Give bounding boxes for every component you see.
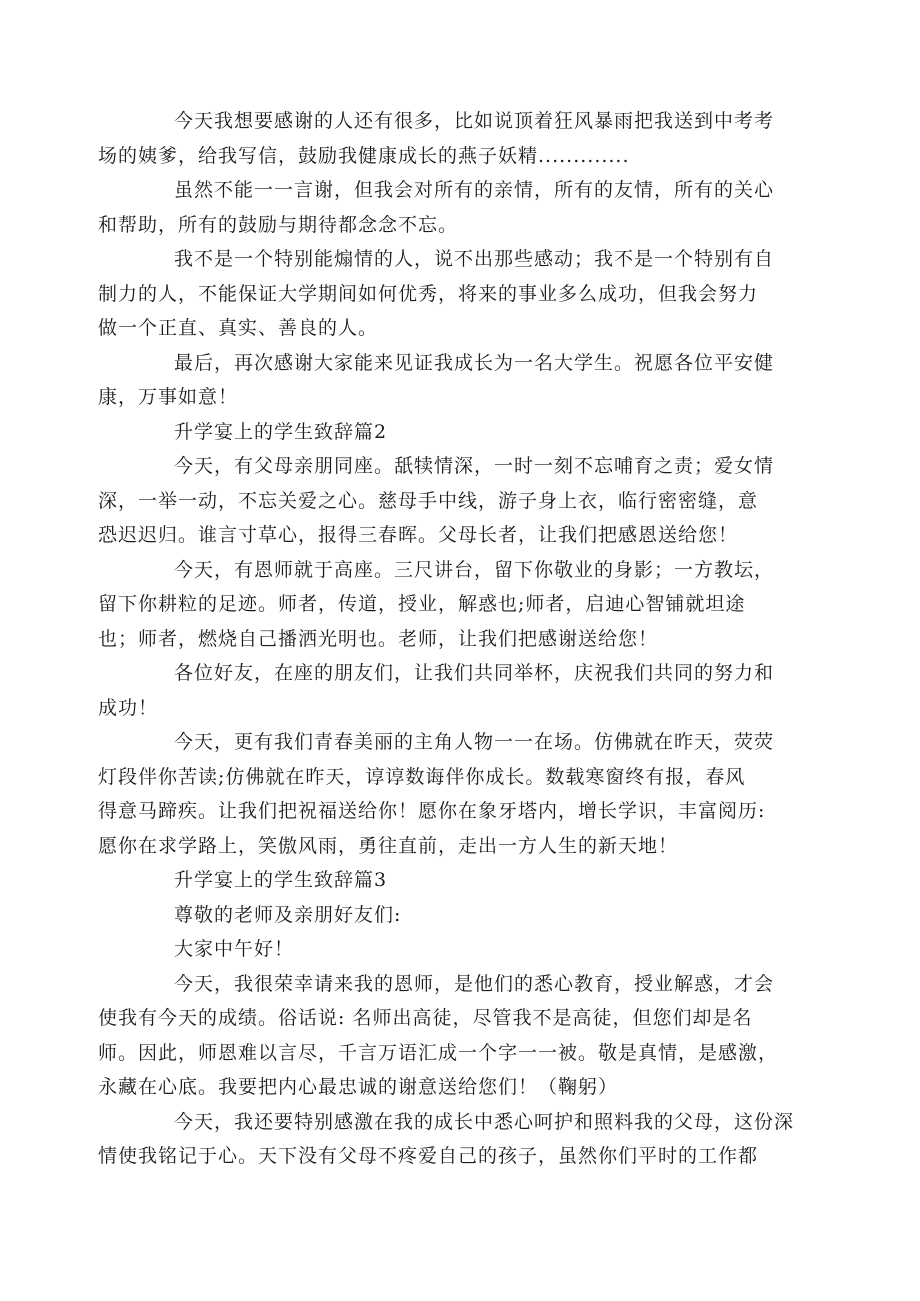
paragraph xyxy=(98,173,796,242)
paragraph-line: 最后，再次感谢大家能来见证我成长为一名大学生。祝愿各位平安健 xyxy=(174,351,775,374)
paragraph-line: 情使我铭记于心。天下没有父母不疼爱自己的孩子，虽然你们平时的工作都 xyxy=(98,1145,759,1167)
paragraph-line: 愿你在求学路上，笑傲风雨，勇往直前，走出一方人生的新天地！ xyxy=(98,834,679,857)
paragraph-line: 得意马蹄疾。让我们把祝福送给你！愿你在象牙塔内，增长学识，丰富阅历: xyxy=(98,800,766,822)
paragraph-line: 今天，更有我们青春美丽的主角人物一一在场。仿佛就在昨天，荧荧 xyxy=(174,731,775,753)
paragraph xyxy=(98,346,796,415)
paragraph-line: 师。因此，师恩难以言尽，千言万语汇成一个字一一被。敬是真情，是感激， xyxy=(98,1041,779,1064)
paragraph xyxy=(98,449,796,553)
paragraph-line: 成功！ xyxy=(98,696,159,719)
paragraph xyxy=(136,898,796,933)
paragraph-line: 场的姨爹，给我写信，鼓励我健康成长的燕子妖精............. xyxy=(98,144,630,167)
paragraph-line: 今天，有恩师就于高座。三尺讲台，留下你敬业的身影；一方教坛， xyxy=(174,558,775,581)
paragraph xyxy=(98,104,796,173)
document-body xyxy=(98,104,796,1174)
paragraph-line: 我不是一个特别能煽情的人，说不出那些感动；我不是一个特别有自 xyxy=(174,248,775,270)
paragraph-line: 做一个正直、真实、善良的人。 xyxy=(98,317,379,339)
paragraph-line: 尊敬的老师及亲朋好友们: xyxy=(174,903,402,926)
paragraph-line: 留下你耕粒的足迹。师者，传道，授业，解惑也;师者，启迪心智铺就坦途 xyxy=(98,593,746,615)
paragraph-line: 使我有今天的成绩。俗话说: 名师出高徒，尽管我不是高徒，但您们却是名 xyxy=(98,1007,753,1029)
paragraph-line: 各位好友，在座的朋友们，让我们共同举杯，庆祝我们共同的努力和 xyxy=(174,662,775,684)
paragraph xyxy=(98,967,796,1105)
paragraph-line: 灯段伴你苦读;仿佛就在昨天，谆谆数诲伴你成长。数载寒窗终有报，春风 xyxy=(98,765,746,788)
section-heading: 升学宴上的学生致辞篇3 xyxy=(174,869,388,891)
paragraph-line: 虽然不能一一言谢，但我会对所有的亲情，所有的友情，所有的关心 xyxy=(174,179,775,201)
section-heading: 升学宴上的学生致辞篇2 xyxy=(174,420,388,443)
paragraph-line: 和帮助，所有的鼓励与期待都念念不忘。 xyxy=(98,213,459,236)
paragraph-line: 深，一举一动，不忘关爱之心。慈母手中线，游子身上衣，临行密密缝，意 xyxy=(98,489,759,512)
paragraph-line: 也；师者，燃烧自己播洒光明也。老师，让我们把感谢送给您！ xyxy=(98,627,659,650)
paragraph-line: 康，万事如意！ xyxy=(98,386,239,408)
paragraph xyxy=(98,725,796,863)
paragraph xyxy=(136,932,796,967)
paragraph-line: 今天，我很荣幸请来我的恩师，是他们的悉心教育，授业解惑，才会 xyxy=(174,972,775,995)
paragraph xyxy=(98,656,796,725)
paragraph-line: 恐迟迟归。谁言寸草心，报得三春晖。父母长者，让我们把感恩送给您！ xyxy=(98,524,739,546)
paragraph-line: 今天，我还要特别感激在我的成长中悉心呵护和照料我的父母，这份深 xyxy=(174,1110,795,1133)
paragraph-line: 制力的人，不能保证大学期间如何优秀，将来的事业多么成功，但我会努力 xyxy=(98,282,759,305)
paragraph xyxy=(98,553,796,657)
paragraph-line: 大家中午好！ xyxy=(174,938,295,960)
paragraph-line: 永藏在心底。我要把内心最忠诚的谢意送给您们！（鞠躬） xyxy=(98,1076,619,1098)
paragraph xyxy=(98,242,796,346)
paragraph-line: 今天，有父母亲朋同座。舐犊情深，一时一刻不忘哺育之责；爱女情 xyxy=(174,455,775,477)
paragraph-line: 今天我想要感谢的人还有很多，比如说顶着狂风暴雨把我送到中考考 xyxy=(174,110,775,132)
paragraph xyxy=(98,1105,796,1174)
